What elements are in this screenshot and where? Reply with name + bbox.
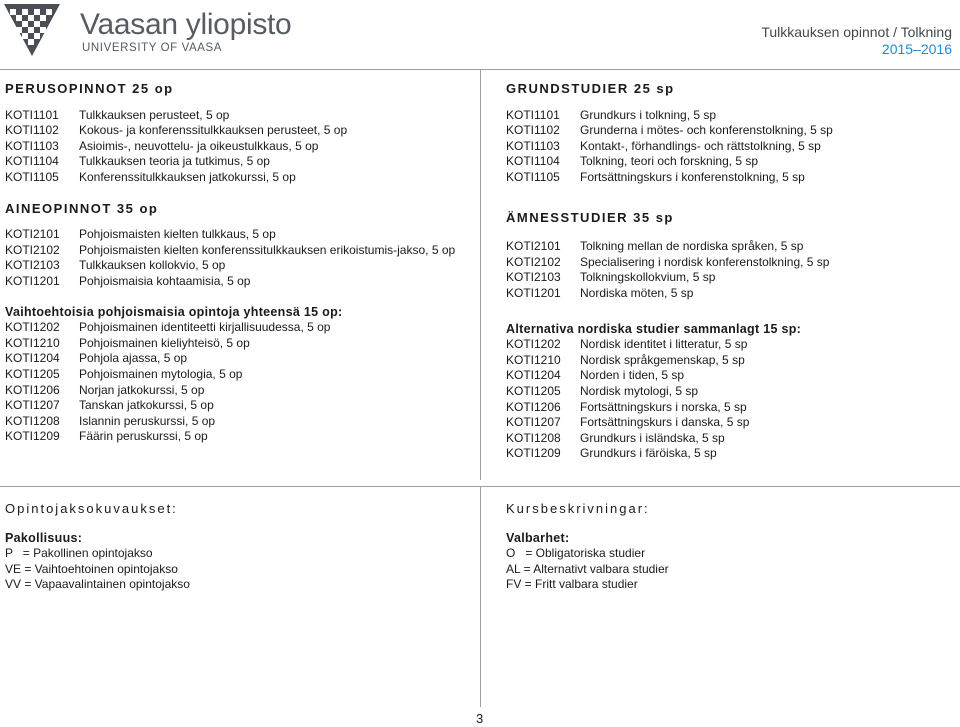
- course-name: Norjan jatkokurssi, 5 op: [79, 382, 205, 397]
- course-row: [5, 170, 475, 186]
- legend-right: [506, 501, 956, 593]
- course-code: KOTI2102: [5, 242, 60, 257]
- page-header: [0, 0, 960, 62]
- course-name: Islannin peruskurssi, 5 op: [79, 413, 216, 428]
- course-code: KOTI1202: [506, 337, 561, 352]
- course-name: Pohjola ajassa, 5 op: [79, 351, 188, 366]
- course-row: [5, 274, 475, 290]
- right-column: [506, 81, 956, 462]
- course-name: Fäärin peruskurssi, 5 op: [79, 429, 208, 444]
- section-heading-grundstudier: GRUNDSTUDIER 25 sp: [506, 81, 675, 96]
- legend-heading: Opintojaksokuvaukset:: [5, 501, 178, 516]
- course-row: [5, 139, 475, 155]
- course-code: KOTI1208: [5, 413, 60, 428]
- column-divider-bottom: [480, 486, 481, 707]
- course-name: Pohjoismaisia kohtaamisia, 5 op: [79, 273, 251, 288]
- course-name: Specialisering i nordisk konferenstolkning, 5 sp: [580, 254, 830, 269]
- course-row: [506, 353, 956, 369]
- legend-subheading: Valbarhet:: [506, 530, 570, 545]
- course-code: KOTI1105: [506, 169, 560, 184]
- document-title: Tulkkauksen opinnot / Tolkning: [761, 24, 952, 40]
- course-row: [5, 154, 475, 170]
- legend-item: P = Pakollinen opintojakso: [5, 546, 153, 561]
- course-row: [506, 337, 956, 353]
- course-row: [506, 123, 956, 139]
- course-name: Kontakt-, förhandlings- och rättstolkning, 5 sp: [580, 138, 821, 153]
- course-code: KOTI1209: [506, 446, 561, 461]
- university-logo-icon: [0, 0, 64, 60]
- legend-item: VE = Vaihtoehtoinen opintojakso: [5, 561, 178, 576]
- course-name: Grundkurs i tolkning, 5 sp: [580, 107, 717, 122]
- course-name: Pohjoismainen mytologia, 5 op: [79, 366, 243, 381]
- course-row: [5, 227, 475, 243]
- course-row: [5, 123, 475, 139]
- course-row: [506, 368, 956, 384]
- course-code: KOTI1101: [506, 107, 560, 122]
- course-row: [5, 243, 475, 259]
- course-code: KOTI2101: [5, 227, 60, 242]
- page-number: 3: [476, 711, 484, 726]
- legend-item: VV = Vapaavalintainen opintojakso: [5, 577, 190, 592]
- course-name: Pohjoismaisten kielten konferenssitulkkauksen erikoistumis-jakso, 5 op: [79, 242, 456, 257]
- course-code: KOTI2101: [506, 239, 561, 254]
- legend-item: O = Obligatoriska studier: [506, 546, 646, 561]
- course-code: KOTI2103: [506, 270, 561, 285]
- course-row: [506, 170, 956, 186]
- course-list-amnes: [506, 239, 956, 301]
- course-name: Nordisk mytologi, 5 sp: [580, 383, 699, 398]
- course-code: KOTI1205: [506, 383, 561, 398]
- course-name: Tolkning, teori och forskning, 5 sp: [580, 154, 759, 169]
- course-row: [5, 429, 475, 445]
- course-row: [5, 258, 475, 274]
- course-code: KOTI1210: [5, 335, 60, 350]
- course-name: Kokous- ja konferenssitulkkauksen perusteet, 5 op: [79, 123, 348, 138]
- course-code: KOTI1103: [5, 138, 59, 153]
- course-row: [506, 108, 956, 124]
- course-row: [5, 336, 475, 352]
- legend-item: AL = Alternativt valbara studier: [506, 561, 669, 576]
- course-row: [506, 255, 956, 271]
- course-row: [5, 320, 475, 336]
- course-code: KOTI1103: [506, 138, 560, 153]
- course-code: KOTI2102: [506, 254, 561, 269]
- course-list-vaihto: [5, 320, 475, 445]
- course-row: [506, 154, 956, 170]
- course-row: [506, 415, 956, 431]
- legend-heading: Kursbeskrivningar:: [506, 501, 650, 516]
- legend-left: [5, 501, 475, 593]
- section-heading-vaihtoehtoiset: Vaihtoehtoisia pohjoismaisia opintoja yhteensä 15 op:: [5, 304, 343, 319]
- course-list-perus: [5, 108, 475, 186]
- academic-years: 2015–2016: [881, 41, 952, 57]
- course-name: Tolkningskollokvium, 5 sp: [580, 270, 716, 285]
- column-divider-top: [480, 69, 481, 480]
- course-code: KOTI1201: [506, 285, 561, 300]
- course-list-alt: [506, 337, 956, 462]
- course-code: KOTI1104: [506, 154, 560, 169]
- course-name: Norden i tiden, 5 sp: [580, 368, 685, 383]
- course-name: Pohjoismainen identiteetti kirjallisuudessa, 5 op: [79, 320, 331, 335]
- course-name: Nordisk språkgemenskap, 5 sp: [580, 352, 745, 367]
- course-row: [506, 286, 956, 302]
- logo-title: Vaasan yliopisto: [80, 8, 292, 41]
- section-heading-aineopinnot: AINEOPINNOT 35 op: [5, 200, 159, 216]
- course-list-grund: [506, 108, 956, 186]
- course-code: KOTI1101: [5, 107, 59, 122]
- course-name: Nordiska möten, 5 sp: [580, 285, 694, 300]
- course-code: KOTI1207: [5, 398, 60, 413]
- course-code: KOTI1104: [5, 154, 59, 169]
- course-name: Asioimis-, neuvottelu- ja oikeustulkkaus, 5 op: [79, 138, 319, 153]
- course-row: [5, 414, 475, 430]
- left-column: [5, 81, 475, 445]
- section-heading-perusopinnot: PERUSOPINNOT 25 op: [5, 81, 174, 96]
- course-name: Fortsättningskurs i konferenstolkning, 5 sp: [580, 169, 805, 184]
- course-row: [506, 384, 956, 400]
- course-row: [5, 351, 475, 367]
- course-code: KOTI1102: [5, 123, 59, 138]
- legend-item: FV = Fritt valbara studier: [506, 577, 638, 592]
- course-code: KOTI1102: [506, 123, 560, 138]
- course-row: [506, 239, 956, 255]
- course-code: KOTI1204: [5, 351, 60, 366]
- legend-subheading: Pakollisuus:: [5, 530, 83, 545]
- section-heading-amnesstudier: ÄMNESSTUDIER 35 sp: [506, 209, 674, 225]
- course-code: KOTI1206: [5, 382, 60, 397]
- course-code: KOTI2103: [5, 258, 60, 273]
- course-code: KOTI1105: [5, 169, 59, 184]
- course-code: KOTI1206: [506, 399, 561, 414]
- course-name: Grundkurs i färöiska, 5 sp: [580, 446, 717, 461]
- course-name: Grundkurs i isländska, 5 sp: [580, 430, 725, 445]
- course-row: [506, 139, 956, 155]
- course-list-aine: [5, 227, 475, 289]
- course-code: KOTI1205: [5, 366, 60, 381]
- course-row: [5, 367, 475, 383]
- course-name: Nordisk identitet i litteratur, 5 sp: [580, 337, 748, 352]
- logo-subtitle: UNIVERSITY OF VAASA: [82, 42, 223, 54]
- course-row: [5, 108, 475, 124]
- course-code: KOTI1204: [506, 368, 561, 383]
- course-name: Pohjoismainen kieliyhteisö, 5 op: [79, 335, 250, 350]
- course-row: [5, 398, 475, 414]
- course-row: [506, 446, 956, 462]
- course-code: KOTI1209: [5, 429, 60, 444]
- course-name: Grunderna i mötes- och konferenstolkning, 5 sp: [580, 123, 833, 138]
- course-name: Konferenssitulkkauksen jatkokurssi, 5 op: [79, 169, 296, 184]
- course-code: KOTI1202: [5, 320, 60, 335]
- course-row: [506, 431, 956, 447]
- course-row: [506, 270, 956, 286]
- course-name: Tanskan jatkokurssi, 5 op: [79, 398, 214, 413]
- course-name: Fortsättningskurs i norska, 5 sp: [580, 399, 747, 414]
- course-name: Tulkkauksen perusteet, 5 op: [79, 107, 230, 122]
- course-code: KOTI1210: [506, 352, 561, 367]
- course-code: KOTI1207: [506, 415, 561, 430]
- course-row: [5, 383, 475, 399]
- course-row: [506, 400, 956, 416]
- course-code: KOTI1201: [5, 273, 60, 288]
- course-name: Tulkkauksen teoria ja tutkimus, 5 op: [79, 154, 270, 169]
- course-name: Tulkkauksen kollokvio, 5 op: [79, 258, 226, 273]
- section-heading-alternativa: Alternativa nordiska studier sammanlagt 15 sp:: [506, 321, 802, 336]
- course-name: Pohjoismaisten kielten tulkkaus, 5 op: [79, 227, 276, 242]
- course-code: KOTI1208: [506, 430, 561, 445]
- course-name: Fortsättningskurs i danska, 5 sp: [580, 415, 750, 430]
- course-name: Tolkning mellan de nordiska språken, 5 sp: [580, 239, 804, 254]
